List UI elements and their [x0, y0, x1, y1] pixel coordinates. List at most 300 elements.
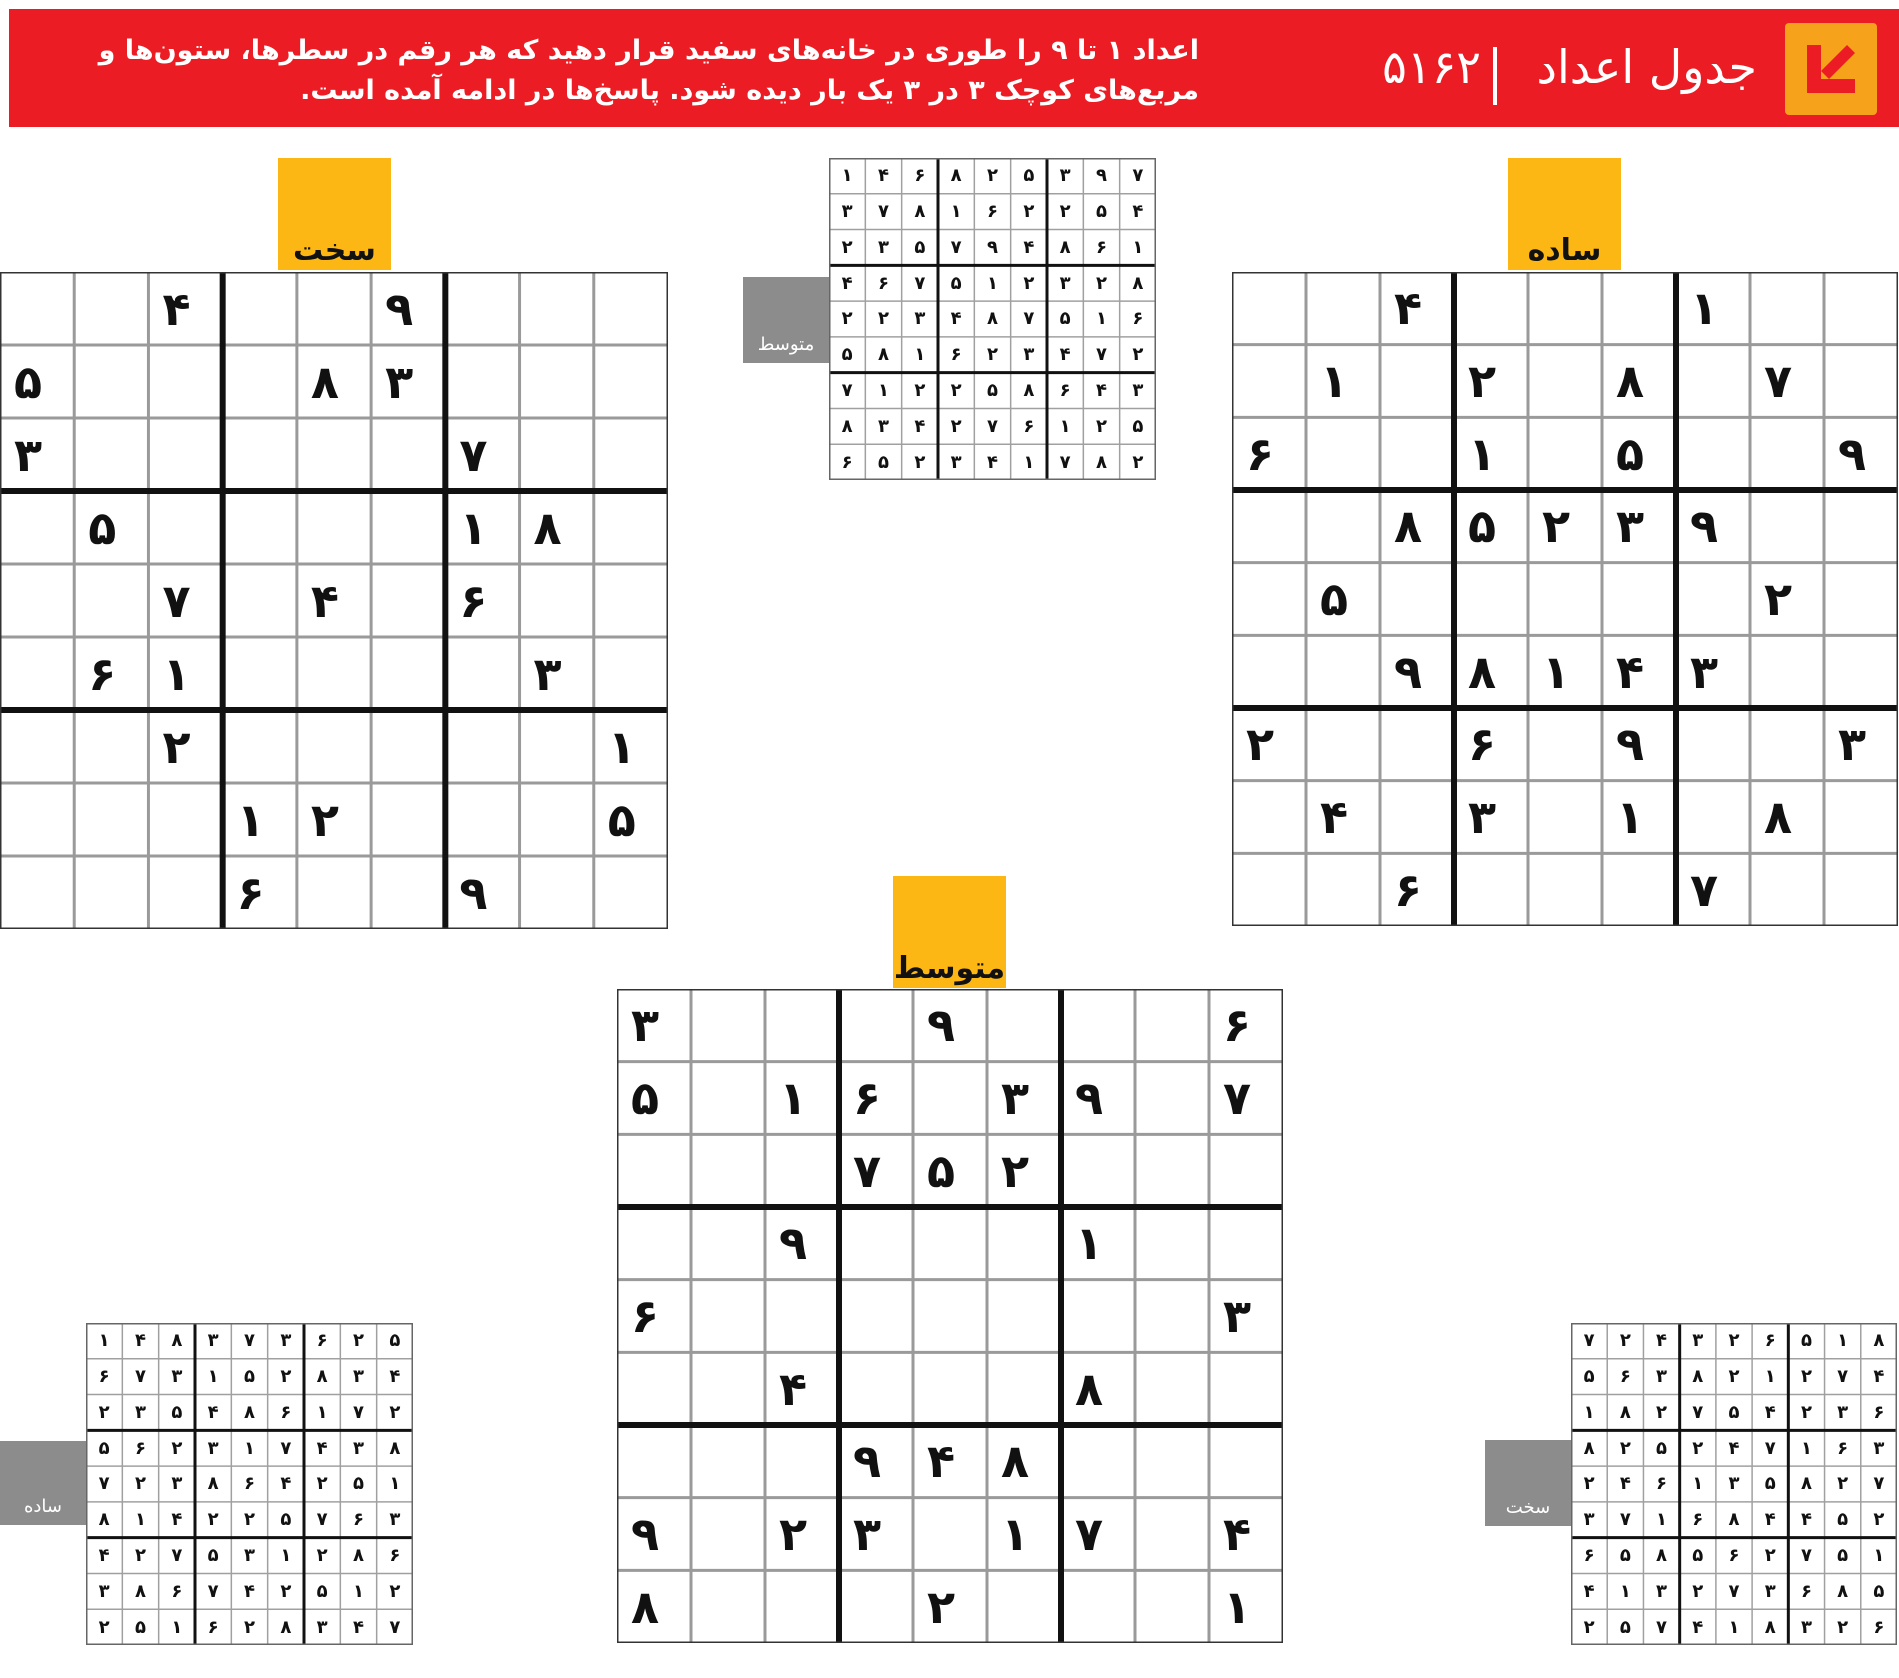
answer-cell: ۲: [389, 1580, 401, 1602]
sudoku-cell[interactable]: [987, 1352, 1061, 1425]
sudoku-cell[interactable]: ۳: [1616, 499, 1645, 554]
sudoku-cell[interactable]: ۸: [1394, 499, 1423, 554]
sudoku-cell[interactable]: [297, 272, 371, 345]
answer-cell: ۵: [1692, 1545, 1704, 1567]
sudoku-cell[interactable]: [1061, 1570, 1135, 1643]
answer-cell: ۳: [877, 236, 889, 258]
sudoku-cell[interactable]: [371, 710, 445, 783]
sudoku-cell[interactable]: ۲: [162, 719, 191, 774]
answer-cell: ۸: [1728, 1509, 1740, 1531]
answer-cell: ۸: [841, 415, 853, 437]
sudoku-cell[interactable]: ۱: [1001, 1506, 1030, 1561]
sudoku-cell[interactable]: ۴: [1394, 281, 1423, 336]
sudoku-cell[interactable]: [1306, 272, 1380, 345]
sudoku-cell[interactable]: [1750, 490, 1824, 563]
sudoku-cell[interactable]: [1061, 1425, 1135, 1498]
sudoku-cell[interactable]: ۴: [1223, 1506, 1252, 1561]
sudoku-cell[interactable]: [1750, 417, 1824, 490]
sudoku-cell[interactable]: ۴: [1320, 789, 1349, 844]
answer-cell: ۲: [1059, 201, 1071, 223]
sudoku-cell[interactable]: [223, 272, 297, 345]
sudoku-cell[interactable]: ۵: [1320, 571, 1349, 626]
sudoku-cell[interactable]: [1676, 708, 1750, 781]
sudoku-cell[interactable]: [371, 637, 445, 710]
sudoku-cell[interactable]: ۷: [459, 427, 488, 482]
sudoku-cell[interactable]: ۳: [1468, 789, 1497, 844]
sudoku-cell[interactable]: ۸: [631, 1579, 660, 1634]
sudoku-cell[interactable]: [1750, 635, 1824, 708]
sudoku-cell[interactable]: ۳: [1001, 1070, 1030, 1125]
sudoku-cell[interactable]: [1380, 708, 1454, 781]
answer-cell: ۸: [1023, 380, 1035, 402]
sudoku-cell[interactable]: [148, 783, 222, 856]
sudoku-cell[interactable]: [371, 418, 445, 491]
sudoku-cell[interactable]: ۸: [1075, 1361, 1104, 1416]
sudoku-cell[interactable]: ۶: [1468, 717, 1497, 772]
sudoku-cell[interactable]: ۹: [459, 865, 488, 920]
sudoku-cell[interactable]: [1750, 853, 1824, 926]
sudoku-cell[interactable]: [445, 783, 519, 856]
answer-cell: ۶: [1023, 415, 1035, 437]
sudoku-cell[interactable]: ۱: [1690, 281, 1719, 336]
sudoku-cell[interactable]: ۸: [1001, 1434, 1030, 1489]
sudoku-cell[interactable]: [594, 491, 668, 564]
sudoku-cell[interactable]: [1209, 1425, 1283, 1498]
sudoku-cell[interactable]: [148, 491, 222, 564]
sudoku-cell[interactable]: ۲: [310, 792, 339, 847]
sudoku-cell[interactable]: [1061, 989, 1135, 1062]
sudoku-cell[interactable]: ۲: [1764, 571, 1793, 626]
sudoku-cell[interactable]: [0, 856, 74, 929]
sudoku-cell[interactable]: [1209, 1207, 1283, 1280]
sudoku-cell[interactable]: ۲: [779, 1506, 808, 1561]
sudoku-cell[interactable]: [1676, 417, 1750, 490]
sudoku-cell[interactable]: [913, 1352, 987, 1425]
sudoku-cell[interactable]: ۷: [1690, 862, 1719, 917]
answer-cell: ۱: [1583, 1401, 1595, 1423]
sudoku-cell[interactable]: [520, 272, 594, 345]
answer-cell: ۵: [841, 344, 853, 366]
sudoku-cell[interactable]: [987, 1570, 1061, 1643]
sudoku-cell[interactable]: [520, 418, 594, 491]
sudoku-cell[interactable]: ۹: [1616, 717, 1645, 772]
sudoku-cell[interactable]: [74, 564, 148, 637]
sudoku-cell[interactable]: [223, 491, 297, 564]
sudoku-cell[interactable]: [691, 1570, 765, 1643]
sudoku-cell[interactable]: [691, 1062, 765, 1135]
sudoku-cell[interactable]: [1528, 563, 1602, 636]
sudoku-cell[interactable]: ۹: [631, 1506, 660, 1561]
sudoku-cell[interactable]: [1676, 345, 1750, 418]
sudoku-cell[interactable]: [297, 491, 371, 564]
sudoku-cell[interactable]: ۲: [1001, 1143, 1030, 1198]
sudoku-cell[interactable]: ۸: [310, 354, 339, 409]
page-title: جدول اعداد: [1536, 40, 1757, 94]
sudoku-cell[interactable]: [691, 1498, 765, 1571]
sudoku-cell[interactable]: [1135, 989, 1209, 1062]
sudoku-cell[interactable]: [1135, 1062, 1209, 1135]
sudoku-cell[interactable]: [594, 564, 668, 637]
sudoku-cell[interactable]: ۴: [310, 573, 339, 628]
sudoku-cell[interactable]: [691, 1207, 765, 1280]
sudoku-cell[interactable]: ۳: [1690, 644, 1719, 699]
sudoku-cell[interactable]: [371, 491, 445, 564]
sudoku-cell[interactable]: [913, 1207, 987, 1280]
sudoku-cell[interactable]: ۲: [1246, 717, 1275, 772]
sudoku-cell[interactable]: ۴: [779, 1361, 808, 1416]
sudoku-cell[interactable]: ۱: [607, 719, 636, 774]
answer-cell: ۳: [914, 308, 926, 330]
sudoku-cell[interactable]: ۴: [927, 1434, 956, 1489]
sudoku-cell[interactable]: ۷: [1075, 1506, 1104, 1561]
sudoku-cell[interactable]: [594, 856, 668, 929]
answer-cell: ۲: [1583, 1473, 1595, 1495]
sudoku-cell[interactable]: ۳: [14, 427, 43, 482]
sudoku-cell[interactable]: [148, 345, 222, 418]
sudoku-cell[interactable]: [148, 856, 222, 929]
sudoku-cell[interactable]: [1454, 563, 1528, 636]
sudoku-cell[interactable]: ۹: [779, 1216, 808, 1271]
sudoku-cell[interactable]: [1824, 563, 1898, 636]
answer-cell: ۲: [1728, 1330, 1740, 1352]
sudoku-cell[interactable]: ۱: [162, 646, 191, 701]
sudoku-cell[interactable]: ۶: [1223, 998, 1252, 1053]
sudoku-cell[interactable]: [74, 710, 148, 783]
sudoku-cell[interactable]: [1380, 563, 1454, 636]
answer-grid-easy: [86, 1323, 413, 1645]
sudoku-cell[interactable]: ۲: [1542, 499, 1571, 554]
answer-cell: ۶: [1873, 1616, 1885, 1638]
sudoku-cell[interactable]: ۶: [459, 573, 488, 628]
sudoku-cell[interactable]: [0, 783, 74, 856]
answer-cell: ۲: [841, 308, 853, 330]
sudoku-cell[interactable]: ۱: [1468, 426, 1497, 481]
sudoku-cell[interactable]: ۳: [853, 1506, 882, 1561]
sudoku-cell[interactable]: ۶: [1246, 426, 1275, 481]
sudoku-cell[interactable]: [1380, 345, 1454, 418]
sudoku-cell[interactable]: [74, 272, 148, 345]
sudoku-cell[interactable]: ۸: [1764, 789, 1793, 844]
sudoku-cell[interactable]: [594, 345, 668, 418]
sudoku-cell[interactable]: ۹: [927, 998, 956, 1053]
answer-cell: ۳: [389, 1509, 401, 1531]
sudoku-cell[interactable]: [1824, 781, 1898, 854]
sudoku-cell[interactable]: ۴: [1616, 644, 1645, 699]
sudoku-cell[interactable]: [74, 345, 148, 418]
sudoku-cell[interactable]: ۳: [533, 646, 562, 701]
sudoku-cell[interactable]: [445, 272, 519, 345]
sudoku-cell[interactable]: [520, 564, 594, 637]
sudoku-cell[interactable]: ۹: [853, 1434, 882, 1489]
sudoku-cell[interactable]: ۶: [853, 1070, 882, 1125]
sudoku-cell[interactable]: [839, 989, 913, 1062]
sudoku-cell[interactable]: [1454, 853, 1528, 926]
sudoku-cell[interactable]: [1676, 563, 1750, 636]
answer-cell: ۷: [280, 1437, 292, 1459]
answer-cell: ۵: [1583, 1366, 1595, 1388]
sudoku-cell[interactable]: ۳: [1223, 1288, 1252, 1343]
answer-cell: ۲: [986, 344, 998, 366]
sudoku-cell[interactable]: [1135, 1425, 1209, 1498]
sudoku-cell[interactable]: [839, 1207, 913, 1280]
answer-cell: ۵: [1837, 1509, 1849, 1531]
answer-cell: ۵: [1619, 1545, 1631, 1567]
sudoku-cell[interactable]: ۳: [631, 998, 660, 1053]
sudoku-cell[interactable]: [765, 989, 839, 1062]
answer-cell: ۴: [1023, 236, 1035, 258]
sudoku-cell[interactable]: ۹: [1690, 499, 1719, 554]
sudoku-cell[interactable]: [1232, 345, 1306, 418]
sudoku-cell[interactable]: [297, 856, 371, 929]
sudoku-cell[interactable]: [913, 1280, 987, 1353]
sudoku-cell[interactable]: ۵: [631, 1070, 660, 1125]
sudoku-cell[interactable]: ۵: [607, 792, 636, 847]
sudoku-cell[interactable]: ۵: [14, 354, 43, 409]
sudoku-cell[interactable]: ۶: [88, 646, 117, 701]
sudoku-cell[interactable]: [594, 418, 668, 491]
answer-cell: ۴: [1059, 344, 1071, 366]
sudoku-cell[interactable]: ۷: [162, 573, 191, 628]
sudoku-cell[interactable]: [1380, 417, 1454, 490]
sudoku-cell[interactable]: [297, 710, 371, 783]
sudoku-cell[interactable]: [1528, 781, 1602, 854]
answer-cell: ۲: [1873, 1509, 1885, 1531]
sudoku-cell[interactable]: ۱: [1616, 789, 1645, 844]
answer-cell: ۲: [1095, 415, 1107, 437]
sudoku-cell[interactable]: ۷: [1223, 1070, 1252, 1125]
sudoku-cell[interactable]: ۹: [1838, 426, 1867, 481]
sudoku-cell[interactable]: [1602, 853, 1676, 926]
answer-cell: ۲: [207, 1509, 219, 1531]
sudoku-cell[interactable]: [1061, 1134, 1135, 1207]
sudoku-cell[interactable]: [445, 637, 519, 710]
sudoku-cell[interactable]: [594, 272, 668, 345]
sudoku-cell[interactable]: [594, 637, 668, 710]
sudoku-cell[interactable]: [1135, 1352, 1209, 1425]
sudoku-cell[interactable]: [1135, 1280, 1209, 1353]
answer-cell: ۳: [1873, 1437, 1885, 1459]
sudoku-cell[interactable]: [1750, 272, 1824, 345]
sudoku-cell[interactable]: ۳: [1838, 717, 1867, 772]
sudoku-cell[interactable]: [1135, 1207, 1209, 1280]
sudoku-cell[interactable]: ۶: [1394, 862, 1423, 917]
sudoku-cell[interactable]: [691, 1134, 765, 1207]
sudoku-cell[interactable]: [148, 418, 222, 491]
sudoku-cell[interactable]: [1454, 272, 1528, 345]
answer-cell: ۱: [1692, 1473, 1704, 1495]
sudoku-cell[interactable]: [691, 1352, 765, 1425]
answer-cell: ۴: [134, 1330, 146, 1352]
answer-cell: ۳: [316, 1616, 328, 1638]
sudoku-cell[interactable]: [1232, 781, 1306, 854]
sudoku-cell[interactable]: [1750, 708, 1824, 781]
sudoku-cell[interactable]: ۵: [88, 500, 117, 555]
sudoku-cell[interactable]: [1528, 345, 1602, 418]
sudoku-cell[interactable]: [0, 564, 74, 637]
sudoku-cell[interactable]: [1135, 1570, 1209, 1643]
sudoku-cell[interactable]: ۸: [1616, 353, 1645, 408]
sudoku-cell[interactable]: [445, 710, 519, 783]
answer-cell: ۱: [1728, 1616, 1740, 1638]
sudoku-cell[interactable]: [74, 856, 148, 929]
sudoku-cell[interactable]: [617, 1134, 691, 1207]
sudoku-cell[interactable]: [1306, 635, 1380, 708]
sudoku-cell[interactable]: ۸: [533, 500, 562, 555]
sudoku-cell[interactable]: [839, 1352, 913, 1425]
answer-cell: ۳: [207, 1437, 219, 1459]
answer-cell: ۳: [1728, 1473, 1740, 1495]
sudoku-cell[interactable]: [297, 637, 371, 710]
sudoku-cell[interactable]: [371, 856, 445, 929]
sudoku-cell[interactable]: [765, 1134, 839, 1207]
sudoku-cell[interactable]: ۱: [1320, 353, 1349, 408]
sudoku-cell[interactable]: [765, 1280, 839, 1353]
answer-cell: ۴: [1132, 201, 1144, 223]
sudoku-cell[interactable]: [987, 1280, 1061, 1353]
sudoku-cell[interactable]: [1824, 853, 1898, 926]
sudoku-cell[interactable]: ۱: [459, 500, 488, 555]
sudoku-cell[interactable]: ۷: [1764, 353, 1793, 408]
sudoku-cell[interactable]: ۶: [236, 865, 265, 920]
sudoku-cell[interactable]: [1306, 853, 1380, 926]
answer-cell: ۵: [1873, 1580, 1885, 1602]
sudoku-cell[interactable]: [691, 989, 765, 1062]
answer-cell: ۷: [1023, 308, 1035, 330]
sudoku-cell[interactable]: [1232, 563, 1306, 636]
sudoku-cell[interactable]: [839, 1280, 913, 1353]
sudoku-cell[interactable]: [1232, 272, 1306, 345]
answer-cell: ۷: [389, 1616, 401, 1638]
sudoku-cell[interactable]: [617, 1352, 691, 1425]
sudoku-cell[interactable]: [1306, 708, 1380, 781]
sudoku-cell[interactable]: ۲: [927, 1579, 956, 1634]
sudoku-cell[interactable]: ۱: [1542, 644, 1571, 699]
sudoku-cell[interactable]: [1232, 635, 1306, 708]
answer-cell: ۲: [1800, 1401, 1812, 1423]
sudoku-cell[interactable]: ۶: [631, 1288, 660, 1343]
answer-cell: ۸: [98, 1509, 110, 1531]
sudoku-cell[interactable]: ۳: [385, 354, 414, 409]
sudoku-cell[interactable]: ۱: [1075, 1216, 1104, 1271]
sudoku-cell[interactable]: [1676, 781, 1750, 854]
sudoku-cell[interactable]: [839, 1570, 913, 1643]
sudoku-cell[interactable]: [691, 1425, 765, 1498]
sudoku-cell[interactable]: ۹: [1394, 644, 1423, 699]
answer-cell: ۳: [1023, 344, 1035, 366]
sudoku-cell[interactable]: [1824, 272, 1898, 345]
sudoku-cell[interactable]: [74, 783, 148, 856]
answer-cell: ۲: [877, 308, 889, 330]
answer-cell: ۶: [1656, 1473, 1668, 1495]
sudoku-cell[interactable]: [223, 345, 297, 418]
sudoku-cell[interactable]: ۲: [1468, 353, 1497, 408]
sudoku-cell[interactable]: ۱: [779, 1070, 808, 1125]
issue-number: ۵۱۶۲: [1382, 40, 1481, 94]
sudoku-cell[interactable]: [913, 1062, 987, 1135]
sudoku-cell[interactable]: ۹: [385, 281, 414, 336]
sudoku-cell[interactable]: [1528, 272, 1602, 345]
sudoku-cell[interactable]: [1306, 490, 1380, 563]
sudoku-cell[interactable]: [1061, 1280, 1135, 1353]
sudoku-cell[interactable]: ۱: [1223, 1579, 1252, 1634]
sudoku-cell[interactable]: ۹: [1075, 1070, 1104, 1125]
answer-cell: ۳: [280, 1330, 292, 1352]
sudoku-cell[interactable]: [1232, 853, 1306, 926]
sudoku-cell[interactable]: [371, 783, 445, 856]
sudoku-cell[interactable]: ۵: [1616, 426, 1645, 481]
sudoku-cell[interactable]: ۷: [853, 1143, 882, 1198]
sudoku-cell[interactable]: [1528, 853, 1602, 926]
sudoku-cell[interactable]: [0, 272, 74, 345]
sudoku-cell[interactable]: [987, 1207, 1061, 1280]
sudoku-cell[interactable]: [1306, 417, 1380, 490]
answer-cell: ۴: [841, 272, 853, 294]
sudoku-cell[interactable]: [0, 710, 74, 783]
sudoku-cell[interactable]: [765, 1425, 839, 1498]
answer-cell: ۶: [352, 1509, 364, 1531]
sudoku-cell[interactable]: [223, 637, 297, 710]
sudoku-cell[interactable]: [691, 1280, 765, 1353]
sudoku-cell[interactable]: [445, 345, 519, 418]
sudoku-cell[interactable]: [1528, 708, 1602, 781]
sudoku-cell[interactable]: [1528, 417, 1602, 490]
sudoku-cell[interactable]: [223, 564, 297, 637]
sudoku-cell[interactable]: [617, 1425, 691, 1498]
answer-cell: ۷: [171, 1545, 183, 1567]
sudoku-cell[interactable]: [0, 637, 74, 710]
sudoku-cell[interactable]: [520, 856, 594, 929]
sudoku-cell[interactable]: [1135, 1134, 1209, 1207]
sudoku-cell[interactable]: [371, 564, 445, 637]
sudoku-cell[interactable]: [1602, 272, 1676, 345]
answer-cell: ۳: [243, 1545, 255, 1567]
sudoku-cell[interactable]: [1824, 635, 1898, 708]
sudoku-cell[interactable]: [1824, 345, 1898, 418]
answer-cell: ۶: [1873, 1401, 1885, 1423]
sudoku-cell[interactable]: ۴: [162, 281, 191, 336]
sudoku-cell[interactable]: [297, 418, 371, 491]
sudoku-cell[interactable]: [1209, 1134, 1283, 1207]
sudoku-cell[interactable]: [987, 989, 1061, 1062]
answer-cell: ۵: [1023, 165, 1035, 187]
sudoku-cell[interactable]: [223, 710, 297, 783]
sudoku-cell[interactable]: [74, 418, 148, 491]
sudoku-cell[interactable]: [765, 1570, 839, 1643]
sudoku-cell[interactable]: [913, 1498, 987, 1571]
sudoku-cell[interactable]: [1135, 1498, 1209, 1571]
sudoku-cell[interactable]: [1209, 1352, 1283, 1425]
sudoku-cell[interactable]: [0, 491, 74, 564]
sudoku-cell[interactable]: [520, 345, 594, 418]
sudoku-cell[interactable]: [1602, 563, 1676, 636]
sudoku-cell[interactable]: [520, 710, 594, 783]
sudoku-cell[interactable]: ۵: [1468, 499, 1497, 554]
sudoku-cell[interactable]: [223, 418, 297, 491]
sudoku-cell[interactable]: ۱: [236, 792, 265, 847]
answer-cell: ۴: [171, 1509, 183, 1531]
answer-cell: ۷: [1059, 451, 1071, 473]
sudoku-cell[interactable]: ۵: [927, 1143, 956, 1198]
answer-cell: ۱: [1059, 415, 1071, 437]
sudoku-cell[interactable]: [1380, 781, 1454, 854]
answer-cell: ۱: [1619, 1580, 1631, 1602]
sudoku-cell[interactable]: [1824, 490, 1898, 563]
sudoku-cell[interactable]: [617, 1207, 691, 1280]
answer-cell: ۸: [1059, 236, 1071, 258]
sudoku-cell[interactable]: ۸: [1468, 644, 1497, 699]
sudoku-cell[interactable]: [1232, 490, 1306, 563]
sudoku-cell[interactable]: [520, 783, 594, 856]
